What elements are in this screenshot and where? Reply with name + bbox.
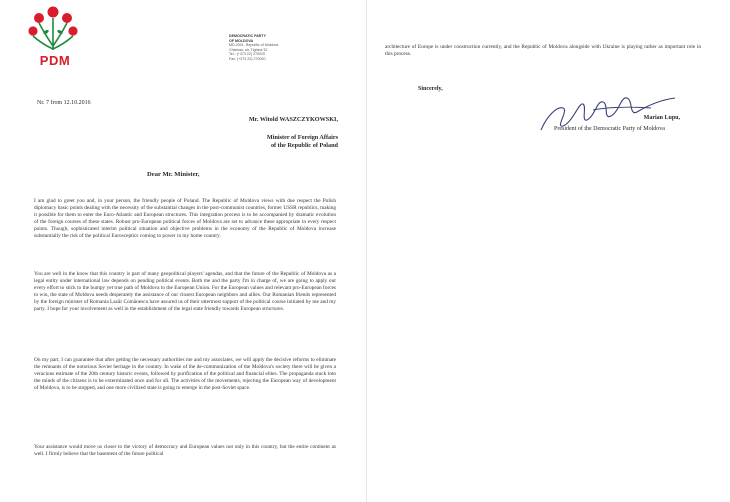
address-line: MD-2001, Republic of Moldova	[229, 43, 279, 48]
signer-title: President of the Democratic Party of Moldova	[554, 126, 665, 132]
recipient-block	[249, 116, 338, 151]
address-line: DEMOCRATIC PARTY	[229, 34, 266, 38]
rose-logo-icon	[24, 6, 82, 52]
body-paragraph: I am glad to greet you and, in your person, the friendly people of Poland. The Republic of Moldova views with due respect the Polish diplomacy basic points dealing with the necessity of the substantial changes in the post-communist countries, former USSR republics, making it possible for them to enter the Euro-Atlantic and European structures. This integration process is to be accompanied by dramatic evolution of the foreign courses of these states. Robust pro-European political forces of Moldova are set to advance these appropriate in every respect points. Though, sophisticated interim political situation and objective problems in the economy of the Republic of Moldova increase substantially the risk of the political Eurosceptics coming to power in my home country.	[34, 198, 336, 240]
signature	[533, 86, 683, 141]
address-line: Chisinau, str. Tighina 32	[229, 47, 268, 52]
address-line: Tel.: (+373 22) 270020	[229, 52, 266, 57]
reference-number: Nr. 7 from 12.10.2016	[37, 100, 91, 106]
continuation-paragraph: architecture of Europe is under construction currently, and the Republic of Moldova alongside with Ukraine is playing rather as important role in this process.	[385, 44, 701, 58]
letter-page-2	[367, 0, 730, 502]
body-paragraph: On my part, I can guarantee that after getting the necessary authorities me and my associates, we will apply the decisive reforms to eliminate the remnants of the notorious Soviet heritage in the country. In wake of the de-communization of the Moldova's society there will be given a veracious estimate of the 20th century historic events, followed by purification of the political and financial elites. The propaganda stuck into the minds of the citizens is to be exterminated once and for all. The activities of the movements, rejecting the European way of development of Moldova, is to be stopped, and one more civilized state is going to emerge in the post-Soviet space.	[34, 357, 336, 392]
salutation: Dear Mr. Minister,	[147, 171, 200, 178]
closing: Sincerely,	[418, 86, 443, 92]
party-logo	[24, 6, 82, 68]
recipient-title: of the Republic of Poland	[270, 142, 338, 149]
body-paragraph: You are well in the know that this country is part of many geopolitical players' agendas, and that the future of the Republic of Moldova as a legal entity under international law depends on pending political events. Both me and the party I'm in charge of, we are going to apply our every effort to stick to the bumpy yet true path of Moldova to the European Union. For the European values and relevant pro-European forces to win, the state of Moldova needs desperately the assistance of our closest European neighbors and allies. Our Romanian friends represented by the foreign minister of Romania Lazăr Comănescu have assured us of their uttermost support of the political course initiated by me and my party. I hope for your involvement as well in the establishment of the legal state friendly towards European structures.	[34, 271, 336, 313]
address-line: OF MOLDOVA	[229, 38, 254, 43]
recipient-name: Mr. Witold WASZCZYKOWSKI,	[248, 116, 338, 123]
signer-name: Marian Lupu,	[643, 115, 680, 121]
recipient-title: Minister of Foreign Affairs	[266, 133, 338, 141]
party-abbreviation: PDM	[39, 53, 71, 68]
body-paragraph: Your assistance would move us closer to the victory of democracy and European values not only in this country, but the entire continent as well. I firmly believe that the basement of the future political	[34, 444, 336, 458]
letterhead-address	[229, 34, 278, 62]
address-line: Fax: (+373 22) 270020	[229, 56, 266, 61]
